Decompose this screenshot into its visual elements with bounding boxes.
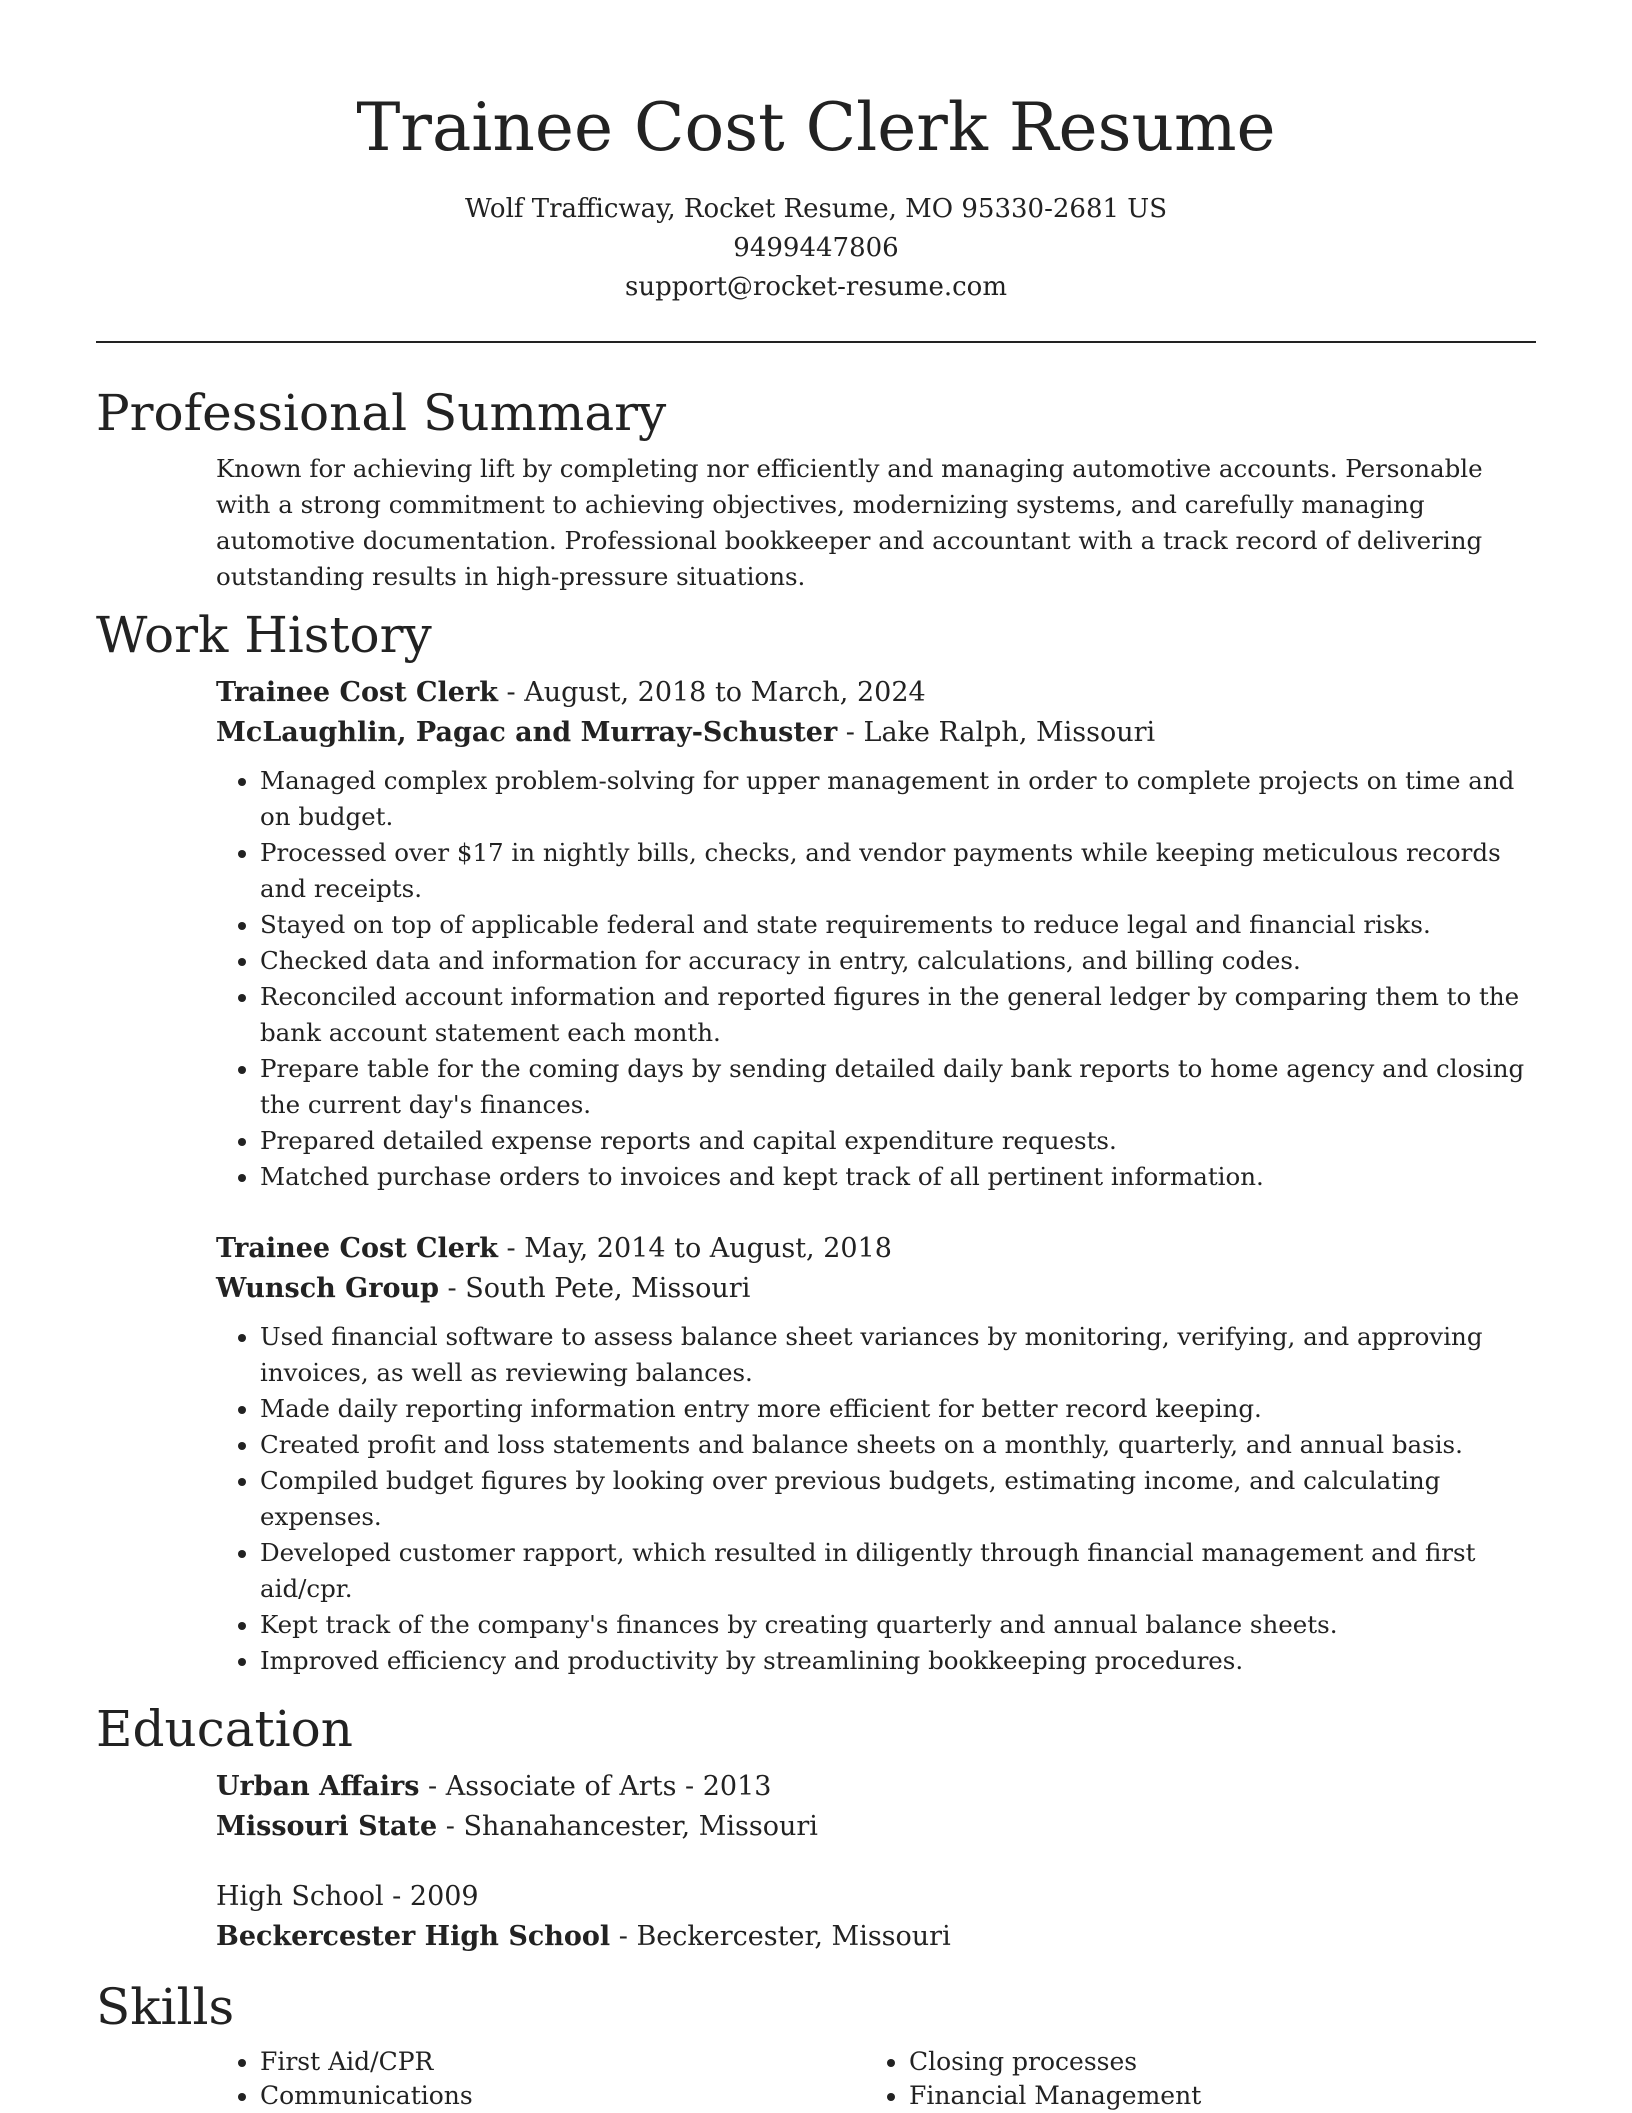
header-divider: [96, 341, 1536, 343]
resume-title: Trainee Cost Clerk Resume: [356, 89, 1276, 166]
education-school: Beckercester High School: [216, 1921, 611, 1952]
list-item: • Prepared detailed expense reports and capital expenditure requests.: [260, 1123, 1536, 1159]
separator: -: [383, 1881, 410, 1912]
job-role: Trainee Cost Clerk: [216, 1233, 498, 1264]
education-year: 2013: [702, 1771, 772, 1802]
separator: -: [419, 1771, 446, 1802]
education-school-line: [216, 1917, 1536, 1957]
education-degree-line: [216, 1877, 1536, 1917]
job-bullets: [216, 763, 1536, 1195]
job-bullets: [216, 1319, 1536, 1679]
job-company-line: [216, 713, 1536, 753]
list-item: • Closing processes: [909, 2045, 1514, 2079]
job-company: McLaughlin, Pagac and Murray-Schuster: [216, 717, 838, 748]
list-item: • Stayed on top of applicable federal and state requirements to reduce legal and financial risks.: [260, 907, 1536, 943]
list-item: • Improved efficiency and productivity by streamlining bookkeeping procedures.: [260, 1643, 1536, 1679]
work-history-heading: Work History: [96, 606, 432, 664]
list-item: • Reconciled account information and reported figures in the general ledger by comparing them to the bank account statement each month.: [260, 979, 1536, 1051]
education-location: Shanahancester, Missouri: [463, 1811, 818, 1842]
list-item: • Matched purchase orders to invoices and kept track of all pertinent information.: [260, 1159, 1536, 1195]
list-item: • Checked data and information for accuracy in entry, calculations, and billing codes.: [260, 943, 1536, 979]
work-history-section: [216, 673, 1536, 1679]
section-spacer: [96, 1957, 1536, 1975]
list-item: • Compiled budget figures by looking over previous budgets, estimating income, and calculating expenses.: [260, 1463, 1536, 1535]
education-entry: [216, 1877, 1536, 1957]
summary-section: [216, 451, 1536, 595]
job-dates: August, 2018 to March, 2024: [524, 677, 926, 708]
job-dates: May, 2014 to August, 2018: [524, 1233, 892, 1264]
skills-heading: Skills: [96, 1978, 235, 2036]
list-item: • Used financial software to assess balance sheet variances by monitoring, verifying, and approving invoices, as well as reviewing balances.: [260, 1319, 1536, 1391]
job-entry: [216, 1229, 1536, 1679]
education-section: [216, 1767, 1536, 1957]
education-degree: Associate of Arts: [445, 1771, 677, 1802]
skills-list-right: [865, 2045, 1514, 2113]
skills-list-left: [216, 2045, 865, 2113]
job-company: Wunsch Group: [216, 1273, 439, 1304]
skills-section: [216, 2045, 1536, 2113]
separator: -: [438, 1273, 466, 1304]
list-item: • Processed over $17 in nightly bills, checks, and vendor payments while keeping meticulous records and receipts.: [260, 835, 1536, 907]
education-field: Urban Affairs: [216, 1771, 420, 1802]
education-degree: High School: [216, 1881, 384, 1912]
education-year: 2009: [409, 1881, 479, 1912]
education-school-line: [216, 1807, 1536, 1847]
separator: -: [437, 1811, 464, 1842]
contact-address: Wolf Trafficway, Rocket Resume, MO 95330-2681 US: [464, 194, 1168, 224]
contact-block: [96, 190, 1536, 307]
job-role: Trainee Cost Clerk: [216, 677, 498, 708]
list-item: • Communications: [260, 2079, 865, 2113]
list-item: • Kept track of the company's finances by creating quarterly and annual balance sheets.: [260, 1607, 1536, 1643]
resume-page: [96, 0, 1536, 2113]
summary-heading: Professional Summary: [96, 384, 667, 442]
list-item: • Made daily reporting information entry more efficient for better record keeping.: [260, 1391, 1536, 1427]
education-heading: Education: [96, 1700, 353, 1758]
education-entry: [216, 1767, 1536, 1847]
job-company-line: [216, 1269, 1536, 1309]
separator: -: [676, 1771, 703, 1802]
separator: -: [497, 677, 525, 708]
job-title-line: [216, 673, 1536, 713]
separator: -: [497, 1233, 525, 1264]
list-item: • First Aid/CPR: [260, 2045, 865, 2079]
education-degree-line: [216, 1767, 1536, 1807]
list-item: • Created profit and loss statements and balance sheets on a monthly, quarterly, and annual basis.: [260, 1427, 1536, 1463]
summary-text: Known for achieving lift by completing nor efficiently and managing automotive accounts. Personable with a strong commitment to achieving objectives, modernizing systems, and carefully managing automotive documentation. Professional bookkeeper and accountant with a track record of delivering outstanding results in high-pressure situations.: [216, 454, 1483, 591]
list-item: • Developed customer rapport, which resulted in diligently through financial management and first aid/cpr.: [260, 1535, 1536, 1607]
section-spacer: [96, 1679, 1536, 1697]
list-item: • Financial Management: [909, 2079, 1514, 2113]
job-location: Lake Ralph, Missouri: [863, 717, 1156, 748]
education-school: Missouri State: [216, 1811, 438, 1842]
separator: -: [837, 717, 864, 748]
contact-phone: 9499447806: [733, 233, 899, 263]
separator: -: [610, 1921, 637, 1952]
job-title-line: [216, 1229, 1536, 1269]
education-location: Beckercester, Missouri: [636, 1921, 951, 1952]
list-item: • Prepare table for the coming days by sending detailed daily bank reports to home agency and closing the current day's finances.: [260, 1051, 1536, 1123]
list-item: • Managed complex problem-solving for upper management in order to complete projects on time and on budget.: [260, 763, 1536, 835]
job-location: South Pete, Missouri: [465, 1273, 751, 1304]
contact-email[interactable]: support@rocket-resume.com: [624, 272, 1007, 302]
job-entry: [216, 673, 1536, 1195]
